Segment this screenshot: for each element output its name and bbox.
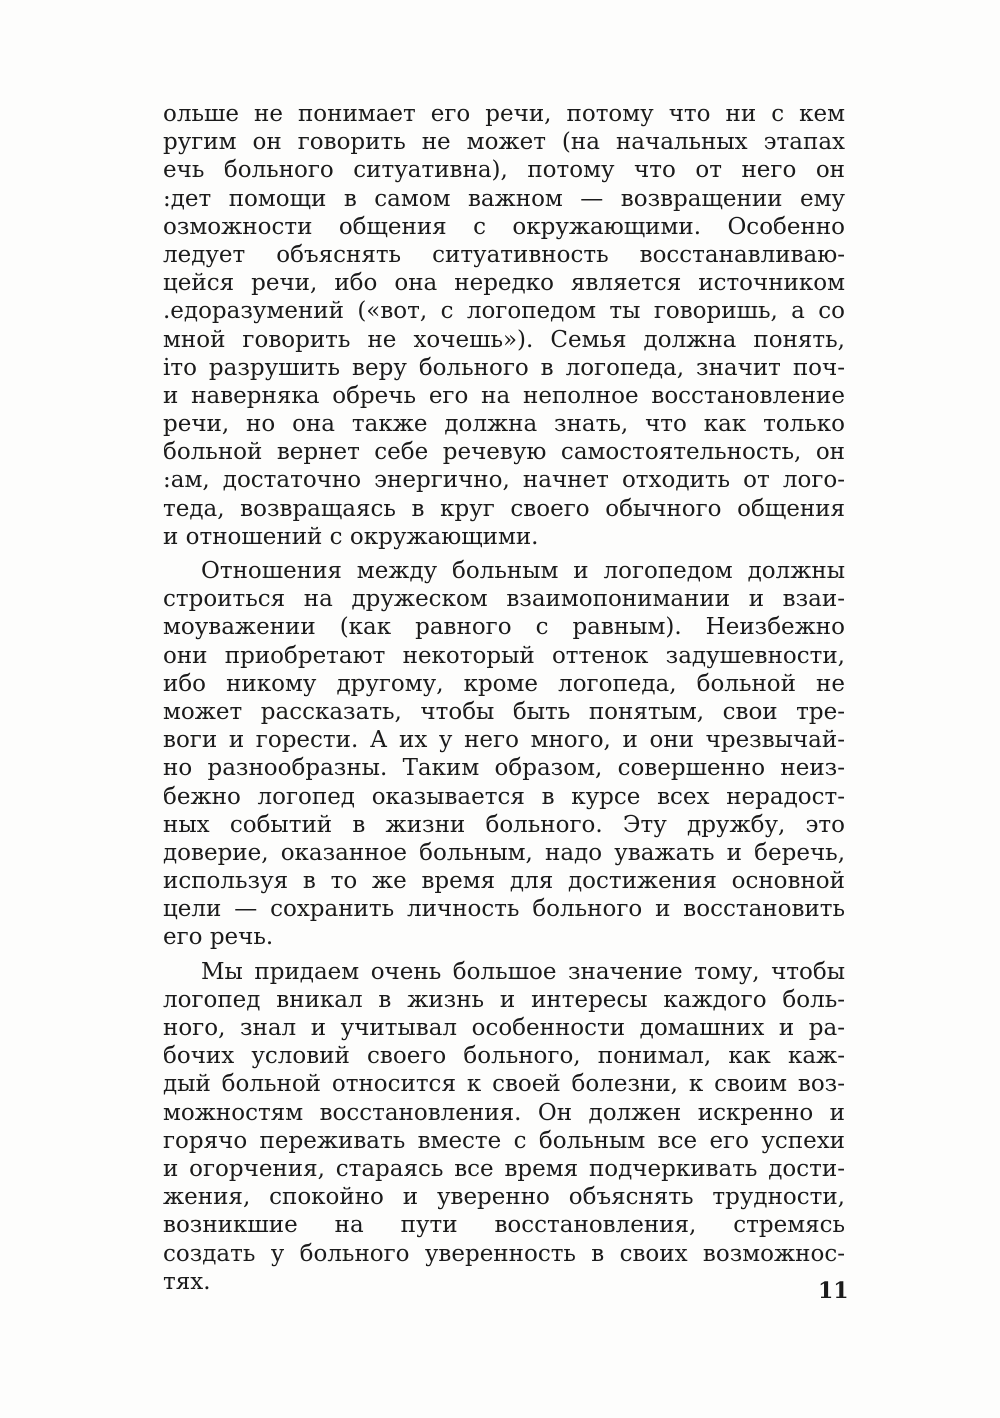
body-text [163,100,845,1302]
page-number: 11 [818,1278,849,1304]
text-line: жения, спокойно и уверенно объяснять трудности, [163,1184,845,1211]
text-line: іто разрушить веру больного в логопеда, значит поч- [163,354,845,381]
text-line: ных событий в жизни больного. Эту дружбу, это [163,811,845,838]
text-line: возникшие на пути восстановления, стремясь [163,1212,845,1239]
text-line: создать у больного уверенность в своих возможнос- [163,1240,845,1267]
text-line: ибо никому другому, кроме логопеда, больной не [163,670,845,697]
text-line: используя в то же время для достижения основной [163,868,845,895]
text-line: .едоразумений («вот, с логопедом ты говоришь, а со [163,298,845,325]
text-line: больной вернет себе речевую самостоятельность, он [163,439,845,466]
text-line: ледует объяснять ситуативность восстанавливаю- [163,241,845,268]
text-line: ольше не понимает его речи, потому что ни с кем [163,101,845,127]
paragraph-2 [163,557,845,952]
text-line: озможности общения с окружающими. Особенно [163,213,845,240]
text-line: но разнообразны. Таким образом, совершенно неиз- [163,755,845,782]
text-line: тях. [163,1268,211,1295]
text-line: мной говорить не хочешь»). Семья должна понять, [163,326,845,353]
text-line: горячо переживать вместе с больным все его успехи [163,1127,845,1154]
text-line: и наверняка обречь его на неполное восстановление [163,382,845,409]
text-line: речи, но она также должна знать, что как только [163,411,845,438]
text-line: логопед вникал в жизнь и интересы каждого боль- [163,986,845,1013]
paragraph-3 [163,958,845,1296]
text-line: может рассказать, чтобы быть понятым, свои тре- [163,698,845,725]
text-line: теда, возвращаясь в круг своего обычного общения [163,495,845,522]
text-line: ечь больного ситуативна), потому что от него он [163,157,845,184]
text-line: и огорчения, стараясь все время подчеркивать дости- [163,1155,845,1182]
text-line: Отношения между больным и логопедом должны [201,558,845,584]
text-line: Мы придаем очень большое значение тому, чтобы [201,958,845,985]
paragraph-1 [163,100,845,551]
text-line: цели — сохранить личность больного и восстановить [163,896,845,923]
text-line: моуважении (как равного с равным). Неизбежно [163,614,845,641]
text-line: и отношений с окружающими. [163,523,539,550]
text-line: дый больной относится к своей болезни, к своим воз- [163,1071,845,1098]
text-line: можностям восстановления. Он должен искренно и [163,1099,845,1126]
text-line: ного, знал и учитывал особенности домашних и ра- [163,1015,845,1041]
text-line: :ам, достаточно энергично, начнет отходить от лого- [163,467,845,494]
text-line: цейся речи, ибо она нередко является источником [163,270,845,297]
text-line: бочих условий своего больного, понимал, как каж- [163,1043,845,1070]
text-line: его речь. [163,924,274,951]
text-line: доверие, оказанное больным, надо уважать и беречь, [163,839,845,866]
text-line: воги и горести. А их у него много, и они чрезвычай- [163,727,845,754]
text-line: они приобретают некоторый оттенок задушевности, [163,642,845,669]
text-line: :дет помощи в самом важном — возвращении ему [163,185,845,212]
text-line: строиться на дружеском взаимопонимании и взаи- [163,586,845,613]
text-line: бежно логопед оказывается в курсе всех нерадост- [163,783,845,810]
text-line: ругим он говорить не может (на начальных этапах [163,129,845,156]
